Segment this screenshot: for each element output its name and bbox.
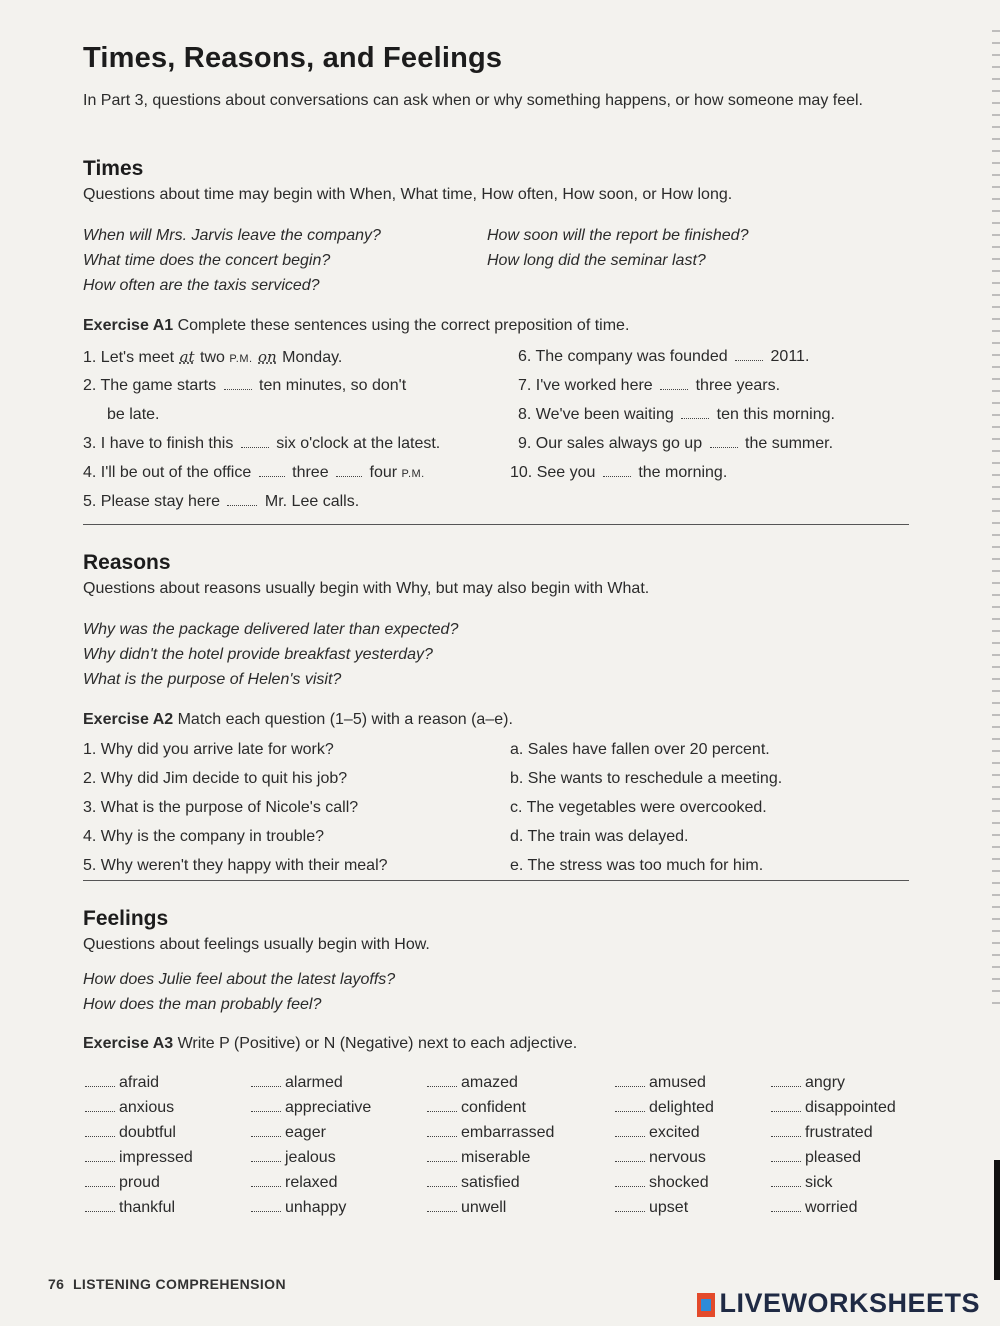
item-text: The game starts (100, 377, 217, 394)
adjective-label: miserable (461, 1149, 531, 1166)
adjective-label: proud (119, 1174, 160, 1191)
adjective-item (427, 1174, 520, 1192)
item-text: I have to finish this (100, 435, 234, 452)
adjective-label: excited (649, 1124, 700, 1141)
answer-blank[interactable] (85, 1149, 115, 1162)
item-text: the summer. (745, 435, 834, 452)
a2-question: 5. Why weren't they happy with their meal? (83, 857, 388, 874)
answer-blank[interactable] (85, 1124, 115, 1137)
times-example: What time does the concert begin? (83, 252, 331, 269)
a2-question: 2. Why did Jim decide to quit his job? (83, 770, 348, 787)
adjective-label: unwell (461, 1199, 507, 1216)
adjective-label: confident (461, 1099, 526, 1116)
adjective-label: frustrated (805, 1124, 873, 1141)
section-divider (83, 880, 909, 881)
reasons-example: Why was the package delivered later than expected? (83, 621, 459, 638)
answer-blank[interactable] (603, 464, 631, 477)
item-text: I've worked here (535, 377, 653, 394)
a2-reason: e. The stress was too much for him. (510, 857, 764, 874)
answer-blank[interactable] (85, 1074, 115, 1087)
answer-blank[interactable] (427, 1124, 457, 1137)
adjective-item (251, 1174, 337, 1192)
exercise-a1-label: Exercise A1 (83, 317, 174, 334)
item-text: ten this morning. (716, 406, 835, 423)
item-text: the morning. (638, 464, 728, 481)
item-text: We've been waiting (535, 406, 674, 423)
adjective-label: satisfied (461, 1174, 520, 1191)
adjective-item (615, 1074, 706, 1092)
item-number: 4. (83, 464, 97, 481)
item-number: 9. (518, 435, 532, 452)
answer-blank[interactable] (735, 348, 763, 361)
a1-item-9 (518, 435, 833, 453)
answer-blank[interactable] (615, 1124, 645, 1137)
feelings-example: How does the man probably feel? (83, 996, 322, 1013)
adjective-item (771, 1074, 845, 1092)
item-text: P.M. (401, 468, 425, 480)
answer-blank[interactable] (336, 464, 362, 477)
adjective-item (85, 1174, 160, 1192)
a1-item-2-continued: be late. (107, 406, 160, 423)
adjective-item (615, 1149, 706, 1167)
adjective-item (771, 1099, 896, 1117)
adjective-item (251, 1124, 326, 1142)
a2-reason: c. The vegetables were overcooked. (510, 799, 767, 816)
adjective-item (251, 1199, 346, 1217)
answer-blank[interactable] (771, 1124, 801, 1137)
item-text: six o'clock at the latest. (276, 435, 441, 452)
adjective-label: embarrassed (461, 1124, 555, 1141)
item-number: 3. (83, 435, 97, 452)
a1-item-4 (83, 464, 425, 482)
answer-blank[interactable] (85, 1099, 115, 1112)
answer-blank[interactable] (251, 1124, 281, 1137)
adjective-label: anxious (119, 1099, 175, 1116)
item-text: Our sales always go up (535, 435, 703, 452)
page-footer (48, 1276, 286, 1292)
item-text: See you (536, 464, 596, 481)
adjective-item (615, 1199, 688, 1217)
adjective-item (85, 1074, 159, 1092)
times-description: Questions about time may begin with When, What time, How often, How soon, or How long. (83, 186, 733, 203)
item-text: two (200, 349, 225, 366)
intro-paragraph: In Part 3, questions about conversations can ask when or why something happens, or how someone may feel. (83, 92, 863, 109)
exercise-a2-text: Match each question (1–5) with a reason (a–e). (177, 711, 513, 728)
adjective-label: impressed (119, 1149, 193, 1166)
adjective-item (427, 1074, 518, 1092)
answer-blank[interactable] (660, 377, 688, 390)
adjective-label: pleased (805, 1149, 862, 1166)
adjective-label: nervous (649, 1149, 706, 1166)
feelings-description: Questions about feelings usually begin with How. (83, 936, 430, 953)
adjective-item (251, 1074, 343, 1092)
item-text: three (292, 464, 329, 481)
adjective-item (771, 1124, 873, 1142)
adjective-item (85, 1149, 193, 1167)
answer-blank[interactable] (427, 1074, 457, 1087)
item-number: 8. (518, 406, 532, 423)
answer-blank[interactable] (427, 1099, 457, 1112)
a2-question: 4. Why is the company in trouble? (83, 828, 325, 845)
a1-item-2 (83, 377, 406, 395)
exercise-a3-text: Write P (Positive) or N (Negative) next to each adjective. (177, 1035, 578, 1052)
reasons-example: Why didn't the hotel provide breakfast yesterday? (83, 646, 433, 663)
answer-blank[interactable] (251, 1174, 281, 1187)
answer-blank[interactable] (251, 1199, 281, 1212)
a1-item-1 (83, 348, 342, 367)
answer-blank[interactable] (427, 1199, 457, 1212)
adjective-item (85, 1099, 174, 1117)
a2-reason: b. She wants to reschedule a meeting. (510, 770, 783, 787)
adjective-label: appreciative (285, 1099, 372, 1116)
page-edge-ruler (992, 30, 1000, 1010)
section-divider (83, 524, 909, 525)
adjective-label: amused (649, 1074, 706, 1091)
a2-question: 3. What is the purpose of Nicole's call? (83, 799, 359, 816)
exercise-a1-text: Complete these sentences using the correct preposition of time. (177, 317, 630, 334)
item-text: 2011. (770, 348, 810, 365)
adjective-label: sick (805, 1174, 833, 1191)
page-number: 76 (48, 1276, 65, 1292)
times-example: When will Mrs. Jarvis leave the company? (83, 227, 381, 244)
item-text: I'll be out of the office (100, 464, 252, 481)
liveworksheets-icon (697, 1293, 715, 1317)
adjective-label: angry (805, 1074, 846, 1091)
liveworksheets-wordmark: LIVEWORKSHEETS (719, 1288, 980, 1318)
item-number: 5. (83, 493, 97, 510)
adjective-label: disappointed (805, 1099, 896, 1116)
exercise-a3-instructions (83, 1035, 577, 1053)
adjective-item (85, 1124, 176, 1142)
answer-blank[interactable] (681, 406, 709, 419)
answer-blank[interactable] (251, 1099, 281, 1112)
adjective-label: thankful (119, 1199, 176, 1216)
item-number: 7. (518, 377, 532, 394)
adjective-label: jealous (285, 1149, 336, 1166)
feelings-example: How does Julie feel about the latest layoffs? (83, 971, 396, 988)
answer-blank[interactable] (224, 377, 252, 390)
adjective-item (771, 1149, 861, 1167)
adjective-item (427, 1124, 554, 1142)
a2-reason: d. The train was delayed. (510, 828, 689, 845)
answer-blank[interactable] (259, 464, 285, 477)
answer-blank[interactable] (227, 493, 257, 506)
item-text: The company was founded (535, 348, 728, 365)
answer-field-filled[interactable]: on (258, 348, 277, 366)
answer-blank[interactable] (771, 1099, 801, 1112)
adjective-item (85, 1199, 175, 1217)
a1-item-8 (518, 406, 835, 424)
answer-blank[interactable] (251, 1074, 281, 1087)
adjective-label: afraid (119, 1074, 160, 1091)
answer-blank[interactable] (251, 1149, 281, 1162)
exercise-a2-label: Exercise A2 (83, 711, 174, 728)
times-heading: Times (83, 157, 144, 180)
item-text: Mr. Lee calls. (264, 493, 360, 510)
adjective-item (427, 1199, 506, 1217)
adjective-label: relaxed (285, 1174, 338, 1191)
item-number: 1. (83, 349, 97, 366)
section-name: LISTENING COMPREHENSION (72, 1276, 286, 1292)
answer-blank[interactable] (771, 1149, 801, 1162)
item-text: Let's meet (100, 349, 175, 366)
page-edge-shadow (994, 1160, 1000, 1280)
answer-blank[interactable] (85, 1199, 115, 1212)
answer-field-filled[interactable]: at (179, 348, 195, 366)
answer-blank[interactable] (85, 1174, 115, 1187)
adjective-label: eager (285, 1124, 326, 1141)
answer-blank[interactable] (615, 1149, 645, 1162)
item-text: four (369, 464, 398, 481)
item-number: 2. (83, 377, 97, 394)
adjective-item (251, 1099, 371, 1117)
adjective-label: upset (649, 1199, 689, 1216)
a1-item-7 (518, 377, 780, 395)
answer-blank[interactable] (771, 1174, 801, 1187)
adjective-label: alarmed (285, 1074, 343, 1091)
adjective-label: unhappy (285, 1199, 347, 1216)
reasons-description: Questions about reasons usually begin with Why, but may also begin with What. (83, 580, 650, 597)
answer-blank[interactable] (615, 1099, 645, 1112)
item-text: ten minutes, so don't (259, 377, 407, 394)
item-text: Please stay here (100, 493, 220, 510)
item-number: 10. (510, 464, 533, 481)
a1-item-3 (83, 435, 440, 453)
adjective-item (615, 1099, 714, 1117)
answer-blank[interactable] (615, 1074, 645, 1087)
item-text: three years. (695, 377, 781, 394)
adjective-item (427, 1099, 526, 1117)
item-text: Monday. (282, 349, 343, 366)
times-example: How soon will the report be finished? (487, 227, 749, 244)
exercise-a3-label: Exercise A3 (83, 1035, 174, 1052)
page-title: Times, Reasons, and Feelings (83, 42, 503, 74)
a1-item-10 (510, 464, 727, 482)
item-text: P.M. (229, 353, 253, 365)
reasons-heading: Reasons (83, 551, 171, 574)
answer-blank[interactable] (771, 1199, 801, 1212)
a1-item-5 (83, 493, 359, 511)
adjective-item (615, 1174, 709, 1192)
a1-item-6 (518, 348, 809, 366)
answer-blank[interactable] (771, 1074, 801, 1087)
exercise-a2-instructions (83, 711, 513, 729)
times-example: How long did the seminar last? (487, 252, 706, 269)
feelings-heading: Feelings (83, 907, 169, 930)
answer-blank[interactable] (427, 1149, 457, 1162)
adjective-label: doubtful (119, 1124, 176, 1141)
adjective-item (771, 1174, 833, 1192)
exercise-a1-instructions (83, 317, 629, 335)
answer-blank[interactable] (427, 1174, 457, 1187)
answer-blank[interactable] (241, 435, 269, 448)
a2-question: 1. Why did you arrive late for work? (83, 741, 334, 758)
times-example: How often are the taxis serviced? (83, 277, 320, 294)
reasons-example: What is the purpose of Helen's visit? (83, 671, 342, 688)
answer-blank[interactable] (710, 435, 738, 448)
adjective-item (771, 1199, 857, 1217)
adjective-item (427, 1149, 530, 1167)
liveworksheets-logo (697, 1288, 980, 1319)
adjective-item (251, 1149, 336, 1167)
adjective-label: shocked (649, 1174, 709, 1191)
adjective-label: amazed (461, 1074, 518, 1091)
a2-reason: a. Sales have fallen over 20 percent. (510, 741, 770, 758)
adjective-label: delighted (649, 1099, 714, 1116)
adjective-item (615, 1124, 700, 1142)
item-number: 6. (518, 348, 532, 365)
answer-blank[interactable] (615, 1199, 645, 1212)
answer-blank[interactable] (615, 1174, 645, 1187)
adjective-label: worried (805, 1199, 858, 1216)
